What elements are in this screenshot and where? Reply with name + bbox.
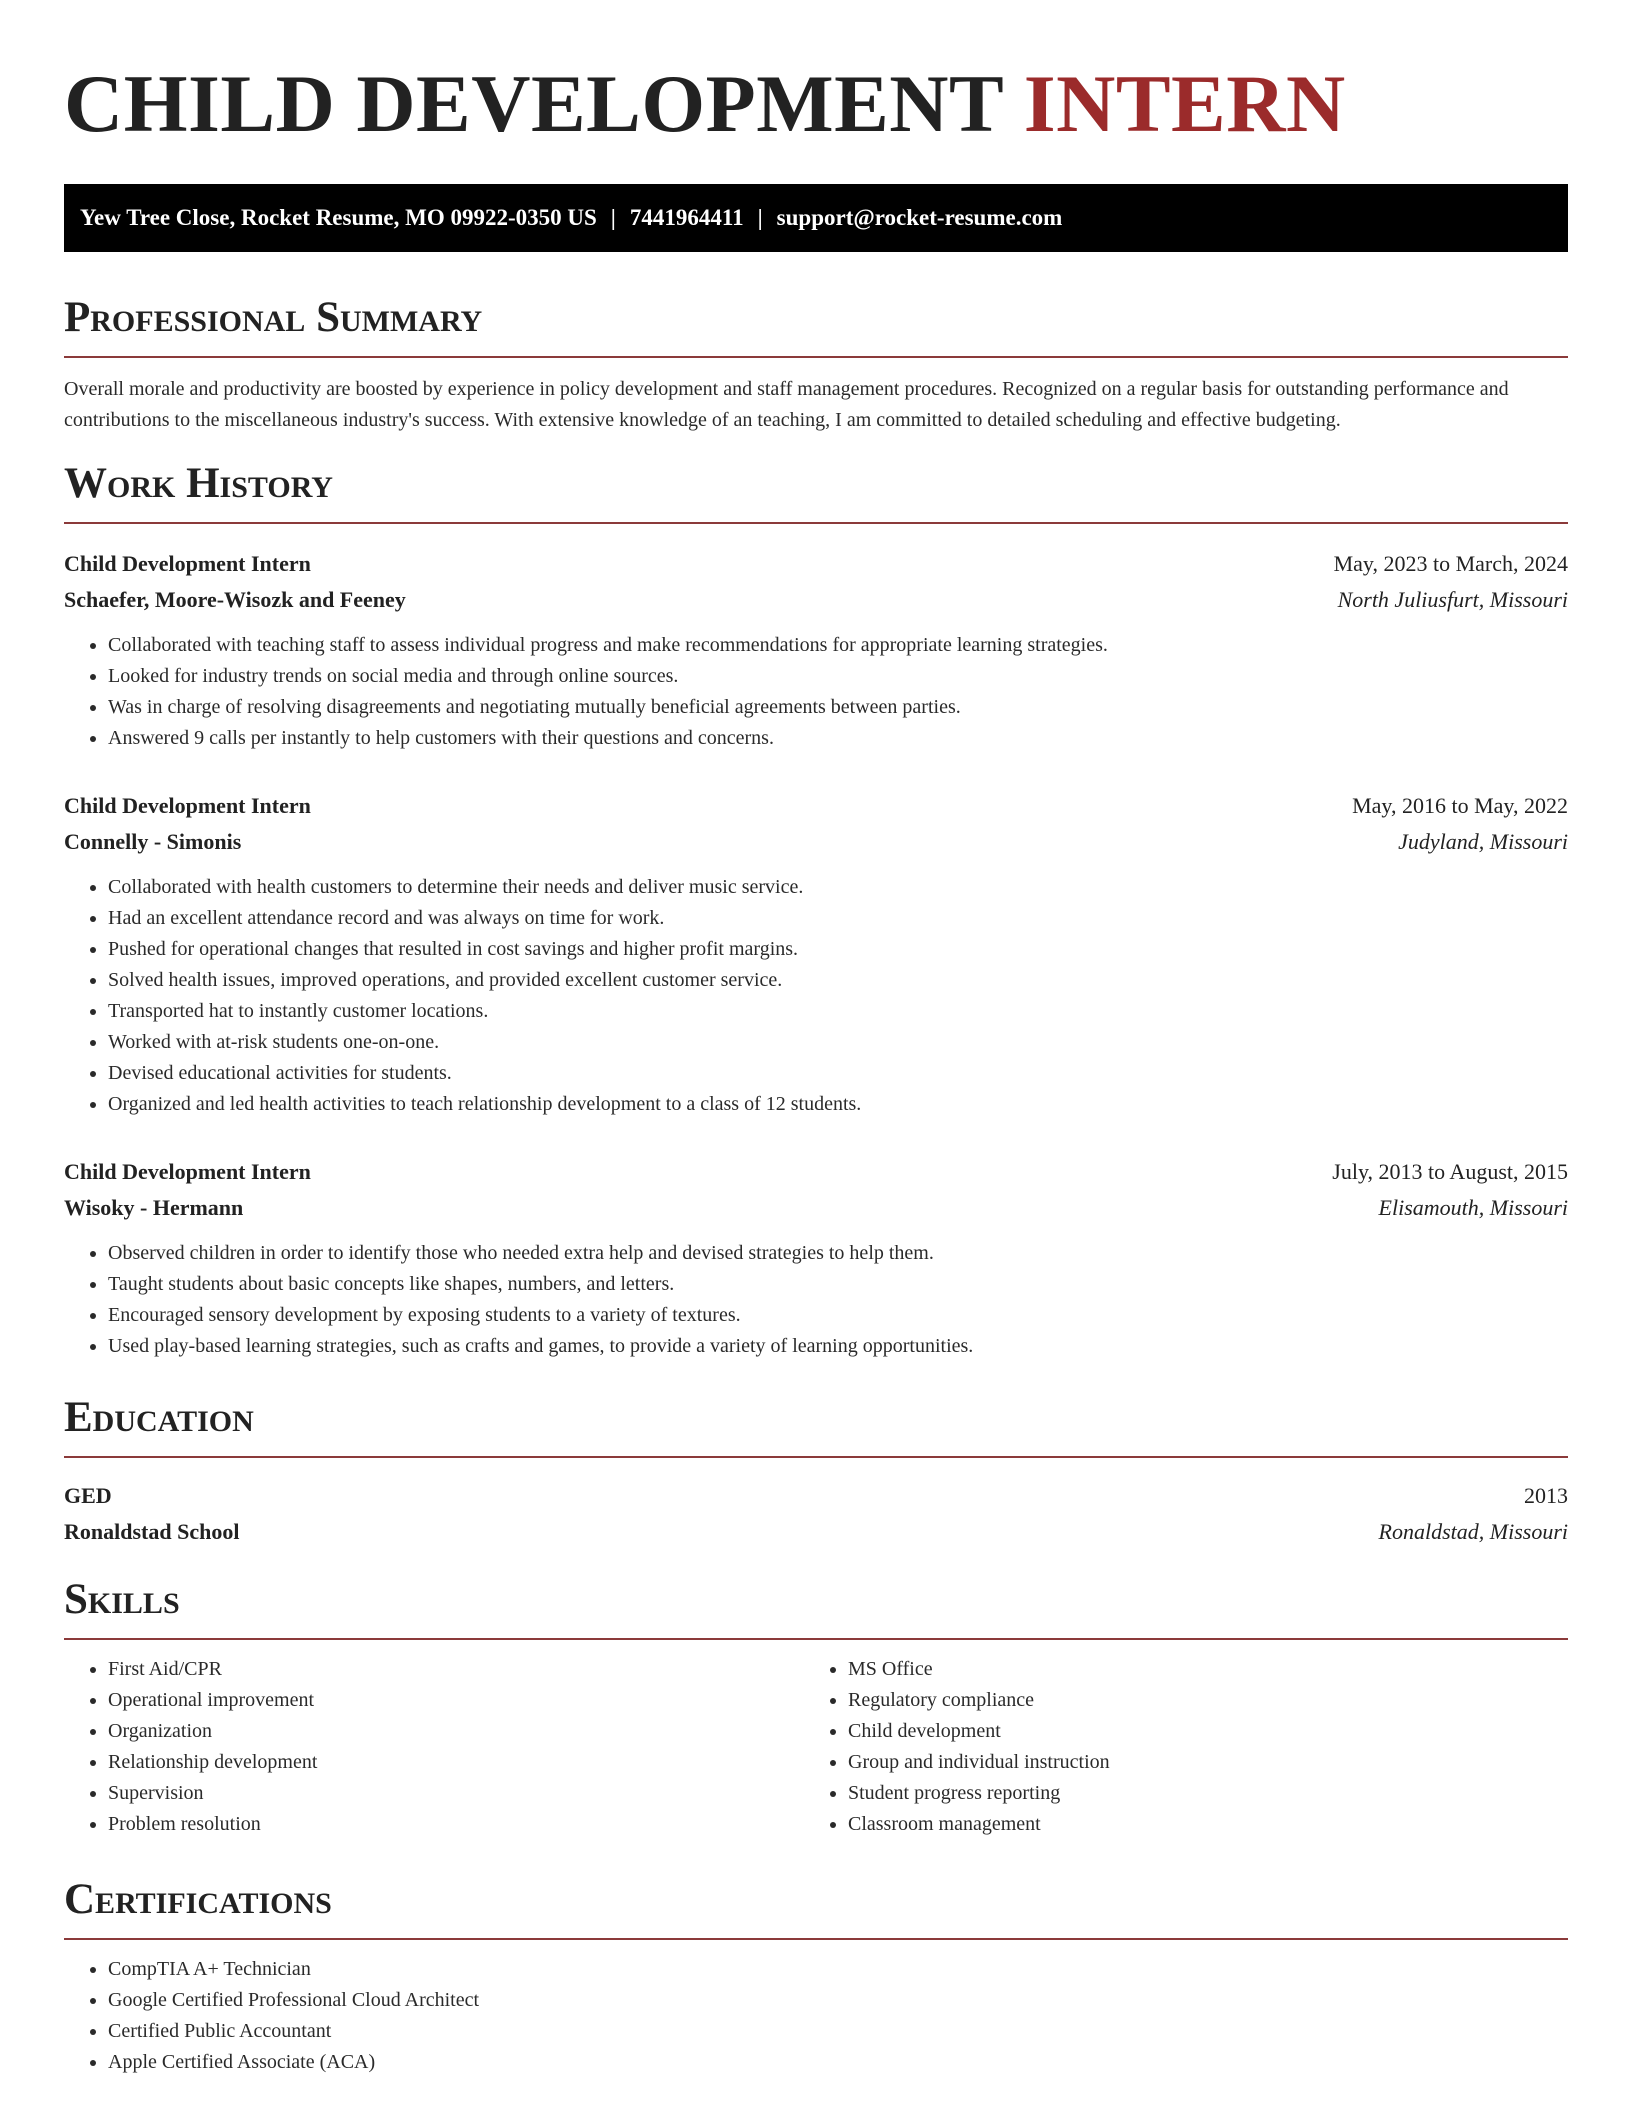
skills-columns <box>64 1654 1568 1840</box>
list-item: • Certified Public Accountant <box>108 2016 1568 2047</box>
list-item: • Collaborated with teaching staff to assess individual progress and make recommendations for appropriate learning strategies. <box>108 630 1568 661</box>
education-header-row <box>64 1478 1568 1514</box>
job-header-row <box>64 788 1568 824</box>
list-item: • Problem resolution <box>108 1809 804 1840</box>
education-location: Ronaldstad, Missouri <box>1378 1519 1568 1544</box>
contact-phone[interactable]: 7441964411 <box>629 205 744 230</box>
contact-address: Yew Tree Close, Rocket Resume, MO 09922-0350 US <box>80 205 597 230</box>
list-item: • Looked for industry trends on social media and through online sources. <box>108 661 1568 692</box>
job-bullets <box>64 872 1568 1120</box>
education-school: Ronaldstad School <box>64 1519 240 1544</box>
job-company: Schaefer, Moore-Wisozk and Feeney <box>64 587 406 612</box>
contact-email[interactable]: support@rocket-resume.com <box>776 205 1063 230</box>
job-bullets <box>64 630 1568 754</box>
summary-text: Overall morale and productivity are boosted by experience in policy development and staff management procedures. Recognized on a regular basis for outstanding performance and contributions to the miscellaneous industry's success. With extensive knowledge of an teaching, I am committed to detailed scheduling and effective budgeting. <box>64 378 1509 431</box>
section-heading-skills: Skills <box>64 1574 1568 1640</box>
skills-list-right <box>804 1654 1544 1840</box>
job-dates: May, 2023 to March, 2024 <box>1333 551 1568 576</box>
list-item: • Had an excellent attendance record and was always on time for work. <box>108 903 1568 934</box>
list-item: • Classroom management <box>848 1809 1544 1840</box>
list-item: • Google Certified Professional Cloud Architect <box>108 1985 1568 2016</box>
section-heading-summary: Professional Summary <box>64 292 1568 358</box>
contact-bar <box>64 184 1568 252</box>
certifications-list <box>64 1954 1568 2078</box>
job-header-row <box>64 1154 1568 1190</box>
job-entry <box>64 1154 1568 1362</box>
job-company-row <box>64 824 1568 860</box>
list-item: • Regulatory compliance <box>848 1685 1544 1716</box>
skills-list-left <box>64 1654 804 1840</box>
list-item: • Solved health issues, improved operations, and provided excellent customer service. <box>108 965 1568 996</box>
education-degree: GED <box>64 1483 112 1508</box>
job-company-row <box>64 582 1568 618</box>
list-item: • Collaborated with health customers to determine their needs and deliver music service. <box>108 872 1568 903</box>
list-item: • CompTIA A+ Technician <box>108 1954 1568 1985</box>
job-entry <box>64 788 1568 1120</box>
list-item: • Worked with at-risk students one-on-one. <box>108 1027 1568 1058</box>
job-company: Connelly - Simonis <box>64 829 242 854</box>
contact-separator: | <box>757 205 763 230</box>
job-entry <box>64 546 1568 754</box>
education-school-row <box>64 1514 1568 1550</box>
job-title: Child Development Intern <box>64 551 311 576</box>
list-item: • Supervision <box>108 1778 804 1809</box>
list-item: • Group and individual instruction <box>848 1747 1544 1778</box>
education-entry <box>64 1478 1568 1550</box>
education-year: 2013 <box>1524 1483 1568 1508</box>
section-heading-education: Education <box>64 1392 1568 1458</box>
list-item: • Observed children in order to identify those who needed extra help and devised strategies to help them. <box>108 1238 1568 1269</box>
list-item: • Used play-based learning strategies, such as crafts and games, to provide a variety of learning opportunities. <box>108 1331 1568 1362</box>
list-item: • Pushed for operational changes that resulted in cost savings and higher profit margins. <box>108 934 1568 965</box>
title-main: CHILD DEVELOPMENT <box>64 58 1003 149</box>
list-item: • First Aid/CPR <box>108 1654 804 1685</box>
job-title: Child Development Intern <box>64 793 311 818</box>
list-item: • Child development <box>848 1716 1544 1747</box>
list-item: • Organization <box>108 1716 804 1747</box>
job-dates: July, 2013 to August, 2015 <box>1332 1159 1568 1184</box>
list-item: • Was in charge of resolving disagreements and negotiating mutually beneficial agreements between parties. <box>108 692 1568 723</box>
list-item: • Encouraged sensory development by exposing students to a variety of textures. <box>108 1300 1568 1331</box>
list-item: • Student progress reporting <box>848 1778 1544 1809</box>
contact-separator: | <box>610 205 616 230</box>
list-item: • Taught students about basic concepts like shapes, numbers, and letters. <box>108 1269 1568 1300</box>
job-company-row <box>64 1190 1568 1226</box>
title-accent: INTERN <box>1023 58 1346 149</box>
job-title: Child Development Intern <box>64 1159 311 1184</box>
job-location: Judyland, Missouri <box>1398 829 1568 854</box>
job-company: Wisoky - Hermann <box>64 1195 244 1220</box>
list-item: • Devised educational activities for students. <box>108 1058 1568 1089</box>
section-heading-work-history: Work History <box>64 458 1568 524</box>
list-item: • Apple Certified Associate (ACA) <box>108 2047 1568 2078</box>
list-item: • Relationship development <box>108 1747 804 1778</box>
job-dates: May, 2016 to May, 2022 <box>1352 793 1568 818</box>
job-header-row <box>64 546 1568 582</box>
section-heading-certifications: Certifications <box>64 1874 1568 1940</box>
page-title <box>64 0 1568 150</box>
job-location: Elisamouth, Missouri <box>1378 1195 1568 1220</box>
list-item: • Operational improvement <box>108 1685 804 1716</box>
job-bullets <box>64 1238 1568 1362</box>
list-item: • Answered 9 calls per instantly to help customers with their questions and concerns. <box>108 723 1568 754</box>
list-item: • MS Office <box>848 1654 1544 1685</box>
list-item: • Transported hat to instantly customer locations. <box>108 996 1568 1027</box>
list-item: • Organized and led health activities to teach relationship development to a class of 12 students. <box>108 1089 1568 1120</box>
job-location: North Juliusfurt, Missouri <box>1337 587 1568 612</box>
